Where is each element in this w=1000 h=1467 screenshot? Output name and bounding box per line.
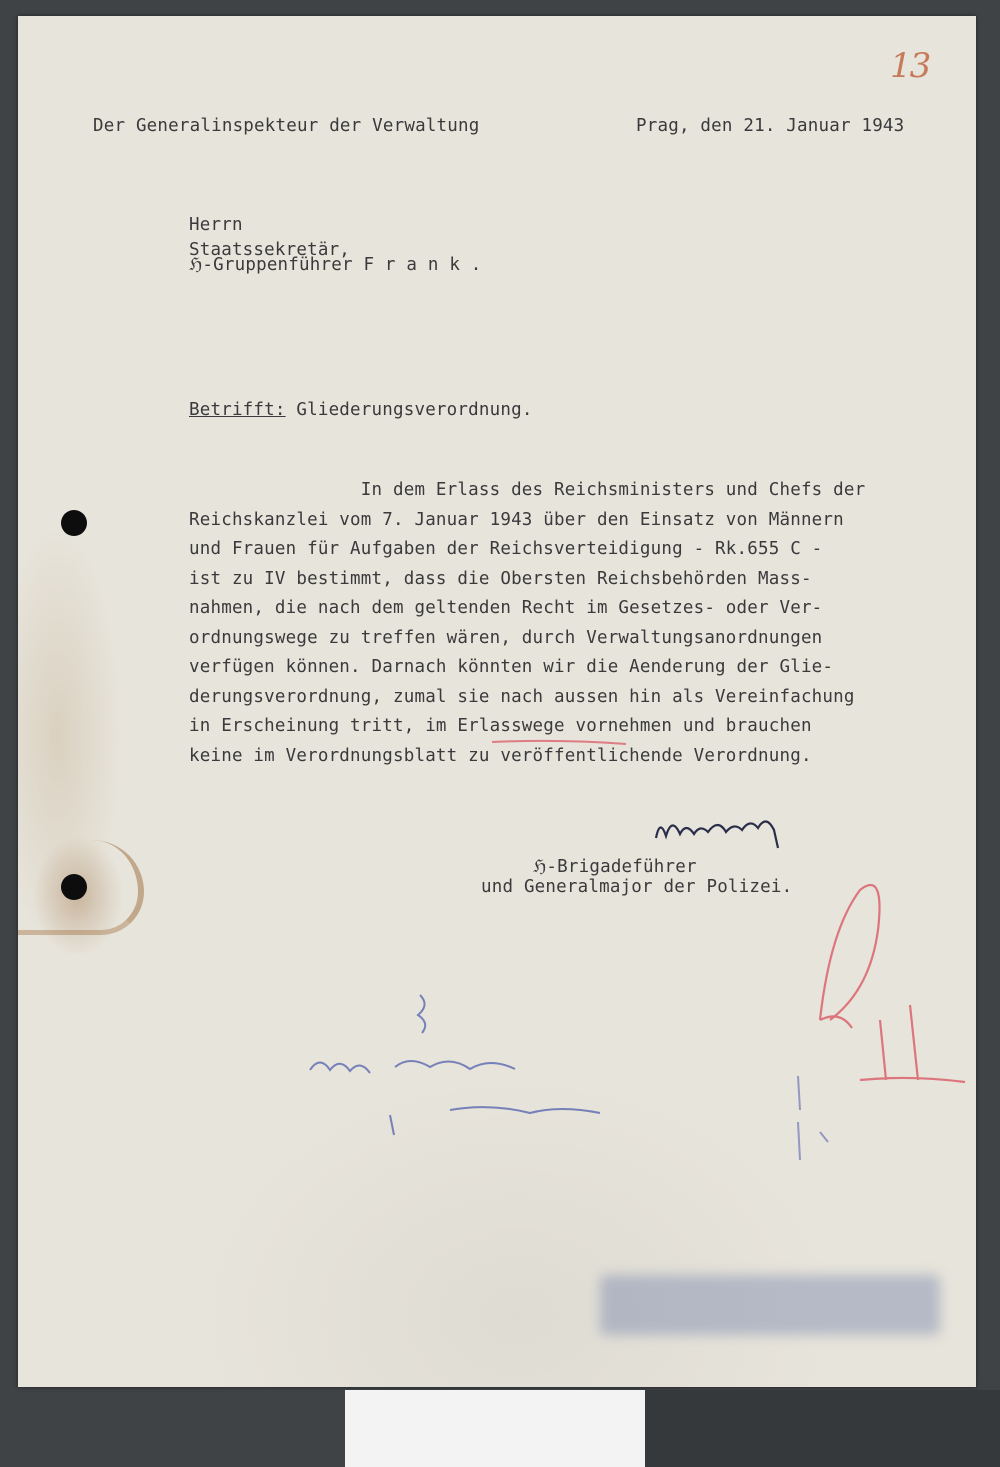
- signature-rank-line1: ℌ-Brigadeführer: [533, 857, 697, 877]
- faded-stamp: [600, 1275, 940, 1335]
- page-number-annotation: 13: [890, 46, 930, 86]
- blue-pencil-mark: [770, 1070, 850, 1170]
- body-line: in Erscheinung tritt, im Erlasswege vornehmen und brauchen: [189, 716, 812, 736]
- archive-label-card: [345, 1390, 645, 1467]
- recipient-name: ℌ-Gruppenführer F r a n k .: [189, 255, 482, 275]
- signature-rank-line2: und Generalmajor der Polizei.: [481, 877, 793, 897]
- sender-line: Der Generalinspekteur der Verwaltung: [93, 116, 480, 136]
- archive-background: [645, 1390, 1000, 1467]
- place-date-line: Prag, den 21. Januar 1943: [636, 116, 905, 136]
- body-line: Reichskanzlei vom 7. Januar 1943 über den Einsatz von Männern: [189, 510, 844, 530]
- punch-hole-top: [61, 510, 87, 536]
- recipient-title: Staatssekretär,: [189, 240, 351, 260]
- body-line: verfügen können. Darnach könnten wir die Aenderung der Glie-: [189, 657, 834, 677]
- body-line: ist zu IV bestimmt, dass die Obersten Reichsbehörden Mass-: [189, 569, 812, 589]
- body-line: und Frauen für Aufgaben der Reichsverteidigung - Rk.655 C -: [189, 539, 823, 559]
- body-line: ordnungswege zu treffen wären, durch Verwaltungsanordnungen: [189, 628, 823, 648]
- red-underline-mark: [490, 736, 630, 748]
- subject-line: [189, 395, 533, 425]
- body-line: derungsverordnung, zumal sie nach aussen hin als Vereinfachung: [189, 687, 855, 707]
- subject-label: Betrifft:: [189, 400, 286, 420]
- body-line: nahmen, die nach dem geltenden Recht im Gesetzes- oder Ver-: [189, 598, 823, 618]
- blue-pencil-annotation: [290, 985, 630, 1145]
- subject-text: Gliederungsverordnung.: [285, 400, 533, 420]
- red-pencil-annotation: [760, 870, 990, 1100]
- recipient-salutation: Herrn: [189, 215, 243, 235]
- body-line: In dem Erlass des Reichsministers und Chefs der: [189, 480, 866, 500]
- body-line: keine im Verordnungsblatt zu veröffentlichende Verordnung.: [189, 746, 812, 766]
- signature: [650, 808, 790, 858]
- punch-hole-bottom: [61, 874, 87, 900]
